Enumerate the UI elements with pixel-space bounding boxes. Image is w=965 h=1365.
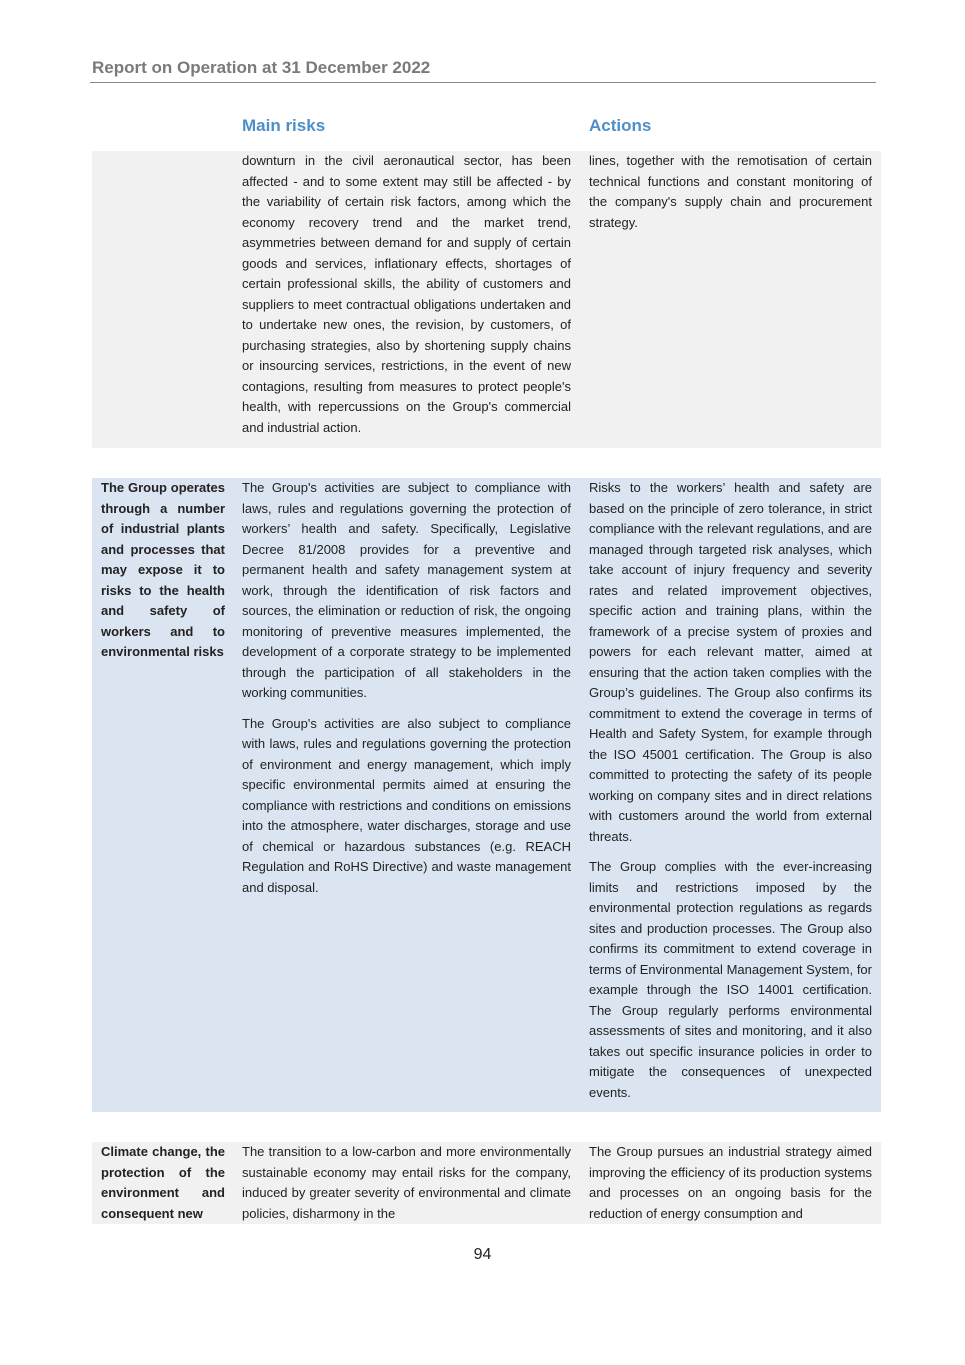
action-paragraph: The Group complies with the ever-increasing limits and restrictions imposed by the environmental protection regulations as regards sites and production processes. The Group also confirms its commitment to extend coverage in terms of Environmental Management System, for example through the ISO 14001 certification. The Group regularly performs environmental assessments of sites and monitoring, and it also takes out specific insurance policies in order to mitigate the consequences of unexpected events. — [589, 859, 872, 1100]
risk-paragraph: The Group's activities are subject to compliance with laws, rules and regulations governing the protection of workers’ health and safety. Specifically, Legislative Decree 81/2008 provides for a preventive and permanent health and safety management system at work, through the identification of risk factors and sources, the elimination or reduction of risk, the ongoing monitoring of preventive measures implemented, the development of a corporate strategy to be implemented through the participation of all stakeholders in the working communities. — [242, 480, 571, 700]
risk-paragraph: The transition to a low-carbon and more environmentally sustainable economy may entail risks for the company, induced by greater severity of environmental and climate policies, disharmony in the — [242, 1144, 571, 1221]
page-number: 94 — [473, 1246, 492, 1263]
risk-paragraph: The Group's activities are also subject to compliance with laws, rules and regulations governing the protection of environment and energy management, which imply specific environmental permits aimed at ensuring the compliance with restrictions and conditions on emissions into the atmosphere, water discharges, storage and use of chemical or hazardous substances (e.g. REACH Regulation and RoHS Directive) and waste management and disposal. — [242, 715, 571, 895]
risk-table-row — [92, 478, 881, 1112]
action-paragraph: Risks to the workers’ health and safety are based on the principle of zero tolerance, in strict compliance with the relevant regulations, and are managed through targeted risk analyses, which take account of injury frequency and severity rates and related improvement objectives, specific action and training plans, within the framework of a precise system of proxies and powers for each relevant matter, aimed at ensuring that the action taken complies with the Group’s guidelines. The Group also confirms its commitment to extend the coverage in terms of Health and Safety System, for example through the ISO 45001 certification. The Group is also committed to protecting the safety of its people working on company sites and in direct relations with customers around the world from external threats. — [589, 480, 872, 844]
main-risks-cell — [242, 1142, 571, 1224]
main-risks-cell — [242, 151, 571, 438]
action-paragraph: The Group pursues an industrial strategy aimed improving the efficiency of its production systems and processes on an ongoing basis for the reduction of energy consumption and — [589, 1144, 872, 1221]
risk-topic-cell: The Group operates through a number of industrial plants and processes that may expose it to risks to the health and safety of workers and to environmental risks — [101, 480, 225, 659]
risk-table-row — [92, 1142, 881, 1224]
actions-cell — [589, 151, 872, 233]
column-header-actions: Actions — [589, 116, 652, 135]
column-header-main-risks: Main risks — [242, 116, 326, 135]
report-header-title: Report on Operation at 31 December 2022 — [92, 58, 431, 77]
action-paragraph: lines, together with the remotisation of certain technical functions and constant monitoring of the company's supply chain and procurement strategy. — [589, 153, 872, 230]
risk-table-row — [92, 151, 881, 448]
header-divider — [90, 82, 876, 83]
main-risks-cell — [242, 478, 571, 898]
risk-paragraph: downturn in the civil aeronautical sector, has been affected - and to some extent may still be affected - by the variability of certain risk factors, among which the economy recovery trend and the market trend, asymmetries between demand for and supply of certain goods and services, inflationary effects, shortages of certain professional skills, the ability of customers and suppliers to meet contractual obligations undertaken and to undertake new ones, the revision, by customers, of purchasing strategies, also by shortening supply chains or insourcing services, restrictions, in the event of new contagions, resulting from measures to protect people's health, with repercussions on the Group's commercial and industrial action. — [242, 153, 571, 435]
actions-cell — [589, 1142, 872, 1224]
risk-topic-cell: Climate change, the protection of the environment and consequent new — [101, 1144, 225, 1221]
actions-cell — [589, 478, 872, 1103]
